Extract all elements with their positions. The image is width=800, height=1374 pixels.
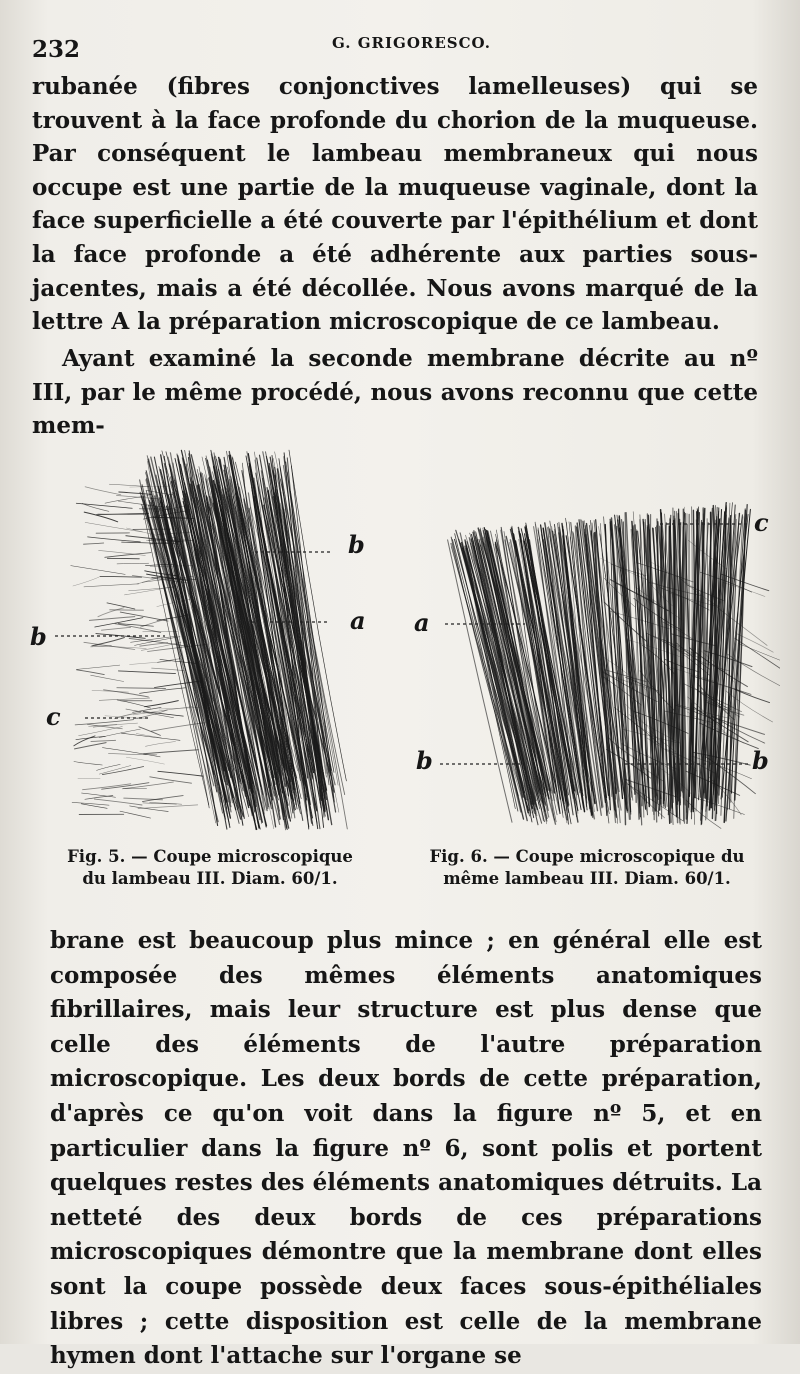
page-header	[32, 30, 762, 70]
fig6-label-a: a	[414, 608, 430, 637]
fig6-label-b-left: b	[416, 746, 433, 775]
paragraph-1: rubanée (fibres conjonctives lamelleuses) qui se trouvent à la face profonde du chorion de la muqueuse. Par conséquent le lambeau membraneux qui nous occupe est une partie de la muqueuse vaginale, dont la face superficielle a été couverte par l'épithélium et dont la face profonde a été adhérente aux parties sous-jacentes, mais a été décollée. Nous avons marqué de la lettre A la préparation microscopique de ce lambeau.	[32, 73, 758, 336]
running-title: G. GRIGORESCO.	[332, 34, 491, 52]
page-number: 232	[32, 36, 81, 63]
figure-5-caption	[40, 846, 380, 890]
fig5-label-c: c	[46, 702, 61, 731]
fig6-label-b-right: b	[752, 746, 769, 775]
figure-5	[30, 440, 380, 840]
fig5-label-b-top: b	[348, 530, 365, 559]
figure-6-caption-line-2: même lambeau III. Diam. 60/1.	[443, 869, 731, 888]
figure-6-caption	[402, 846, 772, 890]
figure-6	[410, 480, 780, 840]
figure-5-caption-line-2: du lambeau III. Diam. 60/1.	[82, 869, 338, 888]
figure-5-illustration	[30, 440, 380, 840]
figure-5-caption-line-1: Fig. 5. — Coupe microscopique	[67, 847, 353, 866]
figure-6-illustration	[410, 480, 780, 840]
paragraph-2: Ayant examiné la seconde membrane décrite au nº III, par le même procédé, nous avons reconnu que cette mem-	[32, 345, 758, 440]
fig6-label-c: c	[754, 508, 769, 537]
figure-6-caption-line-1: Fig. 6. — Coupe microscopique du	[429, 847, 745, 866]
paragraph-3: brane est beaucoup plus mince ; en général elle est composée des mêmes éléments anatomiques fibrillaires, mais leur structure est plus dense que celle des éléments de l'autre préparation microscopique. Les deux bords de cette préparation, d'après ce qu'on voit dans la figure nº 5, et en particulier dans la figure nº 6, sont polis et portent quelques restes des éléments anatomiques détruits. La netteté des deux bords de ces préparations microscopiques démontre que la membrane dont elles sont la coupe possède deux faces sous-épithéliales libres ; cette disposition est celle de la membrane hymen dont l'attache sur l'organe se	[50, 927, 762, 1370]
fig5-label-b-left: b	[30, 622, 47, 651]
fig5-label-a: a	[350, 606, 366, 635]
